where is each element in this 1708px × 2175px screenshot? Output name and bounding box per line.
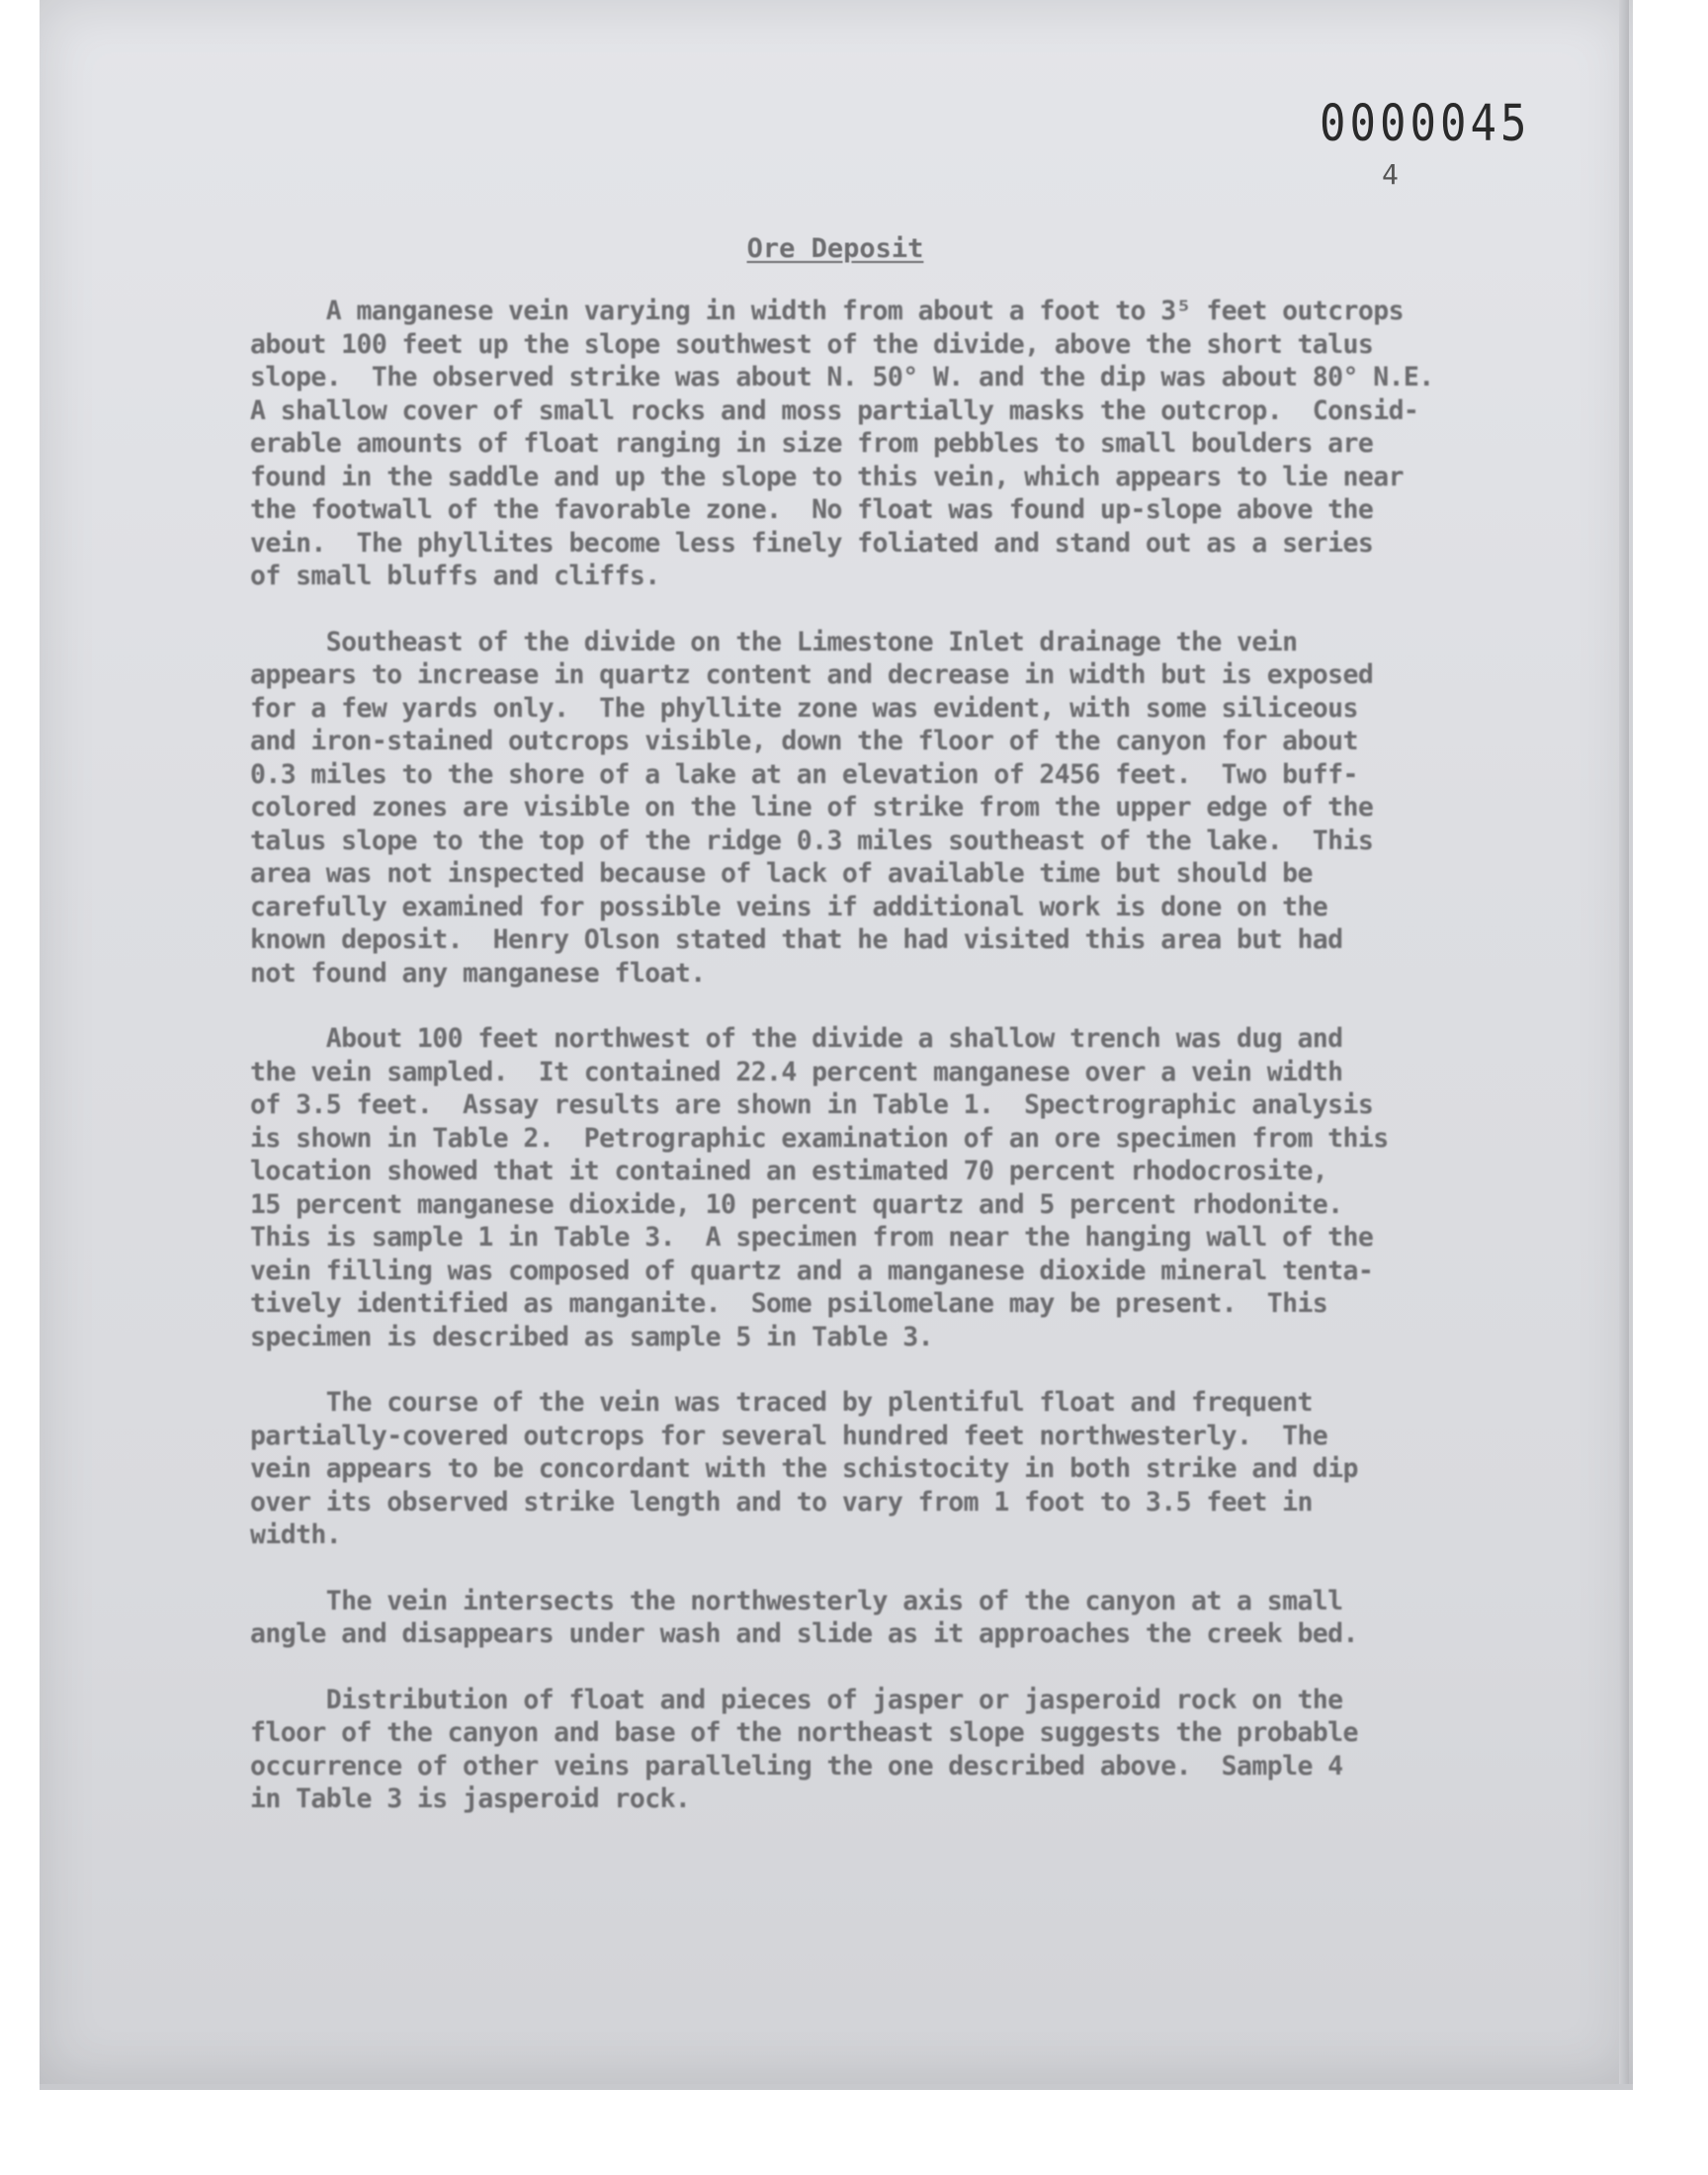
text-line: A manganese vein varying in width from about a foot to 3⁵ feet outcrops bbox=[250, 296, 1404, 326]
text-line: of 3.5 feet. Assay results are shown in Table 1. Spectrographic analysis bbox=[250, 1089, 1374, 1120]
body-text bbox=[250, 295, 1535, 1849]
text-line: the footwall of the favorable zone. No float was found up-slope above the bbox=[250, 494, 1374, 525]
paragraph-1 bbox=[250, 295, 1535, 593]
paragraph-2 bbox=[250, 626, 1535, 991]
text-line: occurrence of other veins paralleling the one described above. Sample 4 bbox=[250, 1750, 1343, 1782]
text-line: vein. The phyllites become less finely foliated and stand out as a series bbox=[250, 527, 1374, 559]
text-line: carefully examined for possible veins if additional work is done on the bbox=[250, 891, 1328, 922]
text-line: known deposit. Henry Olson stated that he had visited this area but had bbox=[250, 924, 1343, 955]
text-line: the vein sampled. It contained 22.4 percent manganese over a vein width bbox=[250, 1056, 1343, 1088]
text-line: angle and disappears under wash and slide as it approaches the creek bed. bbox=[250, 1618, 1358, 1649]
text-line: found in the saddle and up the slope to this vein, which appears to lie near bbox=[250, 461, 1404, 492]
paragraph-5 bbox=[250, 1585, 1535, 1651]
text-line: 0.3 miles to the shore of a lake at an elevation of 2456 feet. Two buff- bbox=[250, 758, 1358, 790]
paragraph-4 bbox=[250, 1386, 1535, 1552]
text-line: is shown in Table 2. Petrographic examination of an ore specimen from this bbox=[250, 1122, 1389, 1154]
text-line: for a few yards only. The phyllite zone was evident, with some siliceous bbox=[250, 692, 1358, 724]
text-line: 15 percent manganese dioxide, 10 percent quartz and 5 percent rhodonite. bbox=[250, 1188, 1343, 1220]
text-line: The vein intersects the northwesterly axis of the canyon at a small bbox=[250, 1585, 1343, 1616]
text-line: About 100 feet northwest of the divide a shallow trench was dug and bbox=[250, 1023, 1343, 1054]
text-line: This is sample 1 in Table 3. A specimen from near the hanging wall of the bbox=[250, 1222, 1374, 1253]
text-line: in Table 3 is jasperoid rock. bbox=[250, 1784, 691, 1814]
text-line: over its observed strike length and to vary from 1 foot to 3.5 feet in bbox=[250, 1486, 1313, 1518]
text-line: specimen is described as sample 5 in Table 3. bbox=[250, 1321, 933, 1352]
text-line: and iron-stained outcrops visible, down the floor of the canyon for about bbox=[250, 726, 1358, 756]
text-line: location showed that it contained an estimated 70 percent rhodocrosite, bbox=[250, 1156, 1328, 1186]
text-line: The course of the vein was traced by plentiful float and frequent bbox=[250, 1387, 1313, 1418]
text-line: vein appears to be concordant with the schistocity in both strike and dip bbox=[250, 1453, 1358, 1484]
text-line: A shallow cover of small rocks and moss partially masks the outcrop. Consid- bbox=[250, 394, 1419, 426]
text-line: of small bluffs and cliffs. bbox=[250, 561, 660, 591]
text-line: slope. The observed strike was about N. 50° W. and the dip was about 80° N.E. bbox=[250, 362, 1434, 392]
text-line: about 100 feet up the slope southwest of the divide, above the short talus bbox=[250, 328, 1374, 360]
document-number: 0000045 bbox=[1320, 95, 1531, 153]
paragraph-3 bbox=[250, 1022, 1535, 1353]
text-line: vein filling was composed of quartz and a manganese dioxide mineral tenta- bbox=[250, 1255, 1374, 1286]
paragraph-6 bbox=[250, 1684, 1535, 1816]
section-heading: Ore Deposit bbox=[746, 233, 924, 264]
text-line: tively identified as manganite. Some psilomelane may be present. This bbox=[250, 1288, 1328, 1319]
text-line: floor of the canyon and base of the northeast slope suggests the probable bbox=[250, 1717, 1358, 1748]
text-line: Southeast of the divide on the Limestone Inlet drainage the vein bbox=[250, 626, 1298, 657]
text-line: Distribution of float and pieces of jasper or jasperoid rock on the bbox=[250, 1684, 1343, 1715]
page-number: 4 bbox=[1382, 158, 1399, 191]
text-line: area was not inspected because of lack of available time but should be bbox=[250, 858, 1313, 889]
text-line: width. bbox=[250, 1520, 342, 1550]
page-bottom-edge bbox=[40, 2084, 1633, 2090]
text-line: talus slope to the top of the ridge 0.3 miles southeast of the lake. This bbox=[250, 825, 1374, 856]
page-edge bbox=[1619, 0, 1629, 2084]
text-line: erable amounts of float ranging in size from pebbles to small boulders are bbox=[250, 428, 1374, 459]
text-line: appears to increase in quartz content and decrease in width but is exposed bbox=[250, 659, 1374, 690]
text-line: colored zones are visible on the line of strike from the upper edge of the bbox=[250, 792, 1374, 823]
text-line: not found any manganese float. bbox=[250, 957, 706, 989]
text-line: partially-covered outcrops for several hundred feet northwesterly. The bbox=[250, 1420, 1328, 1451]
